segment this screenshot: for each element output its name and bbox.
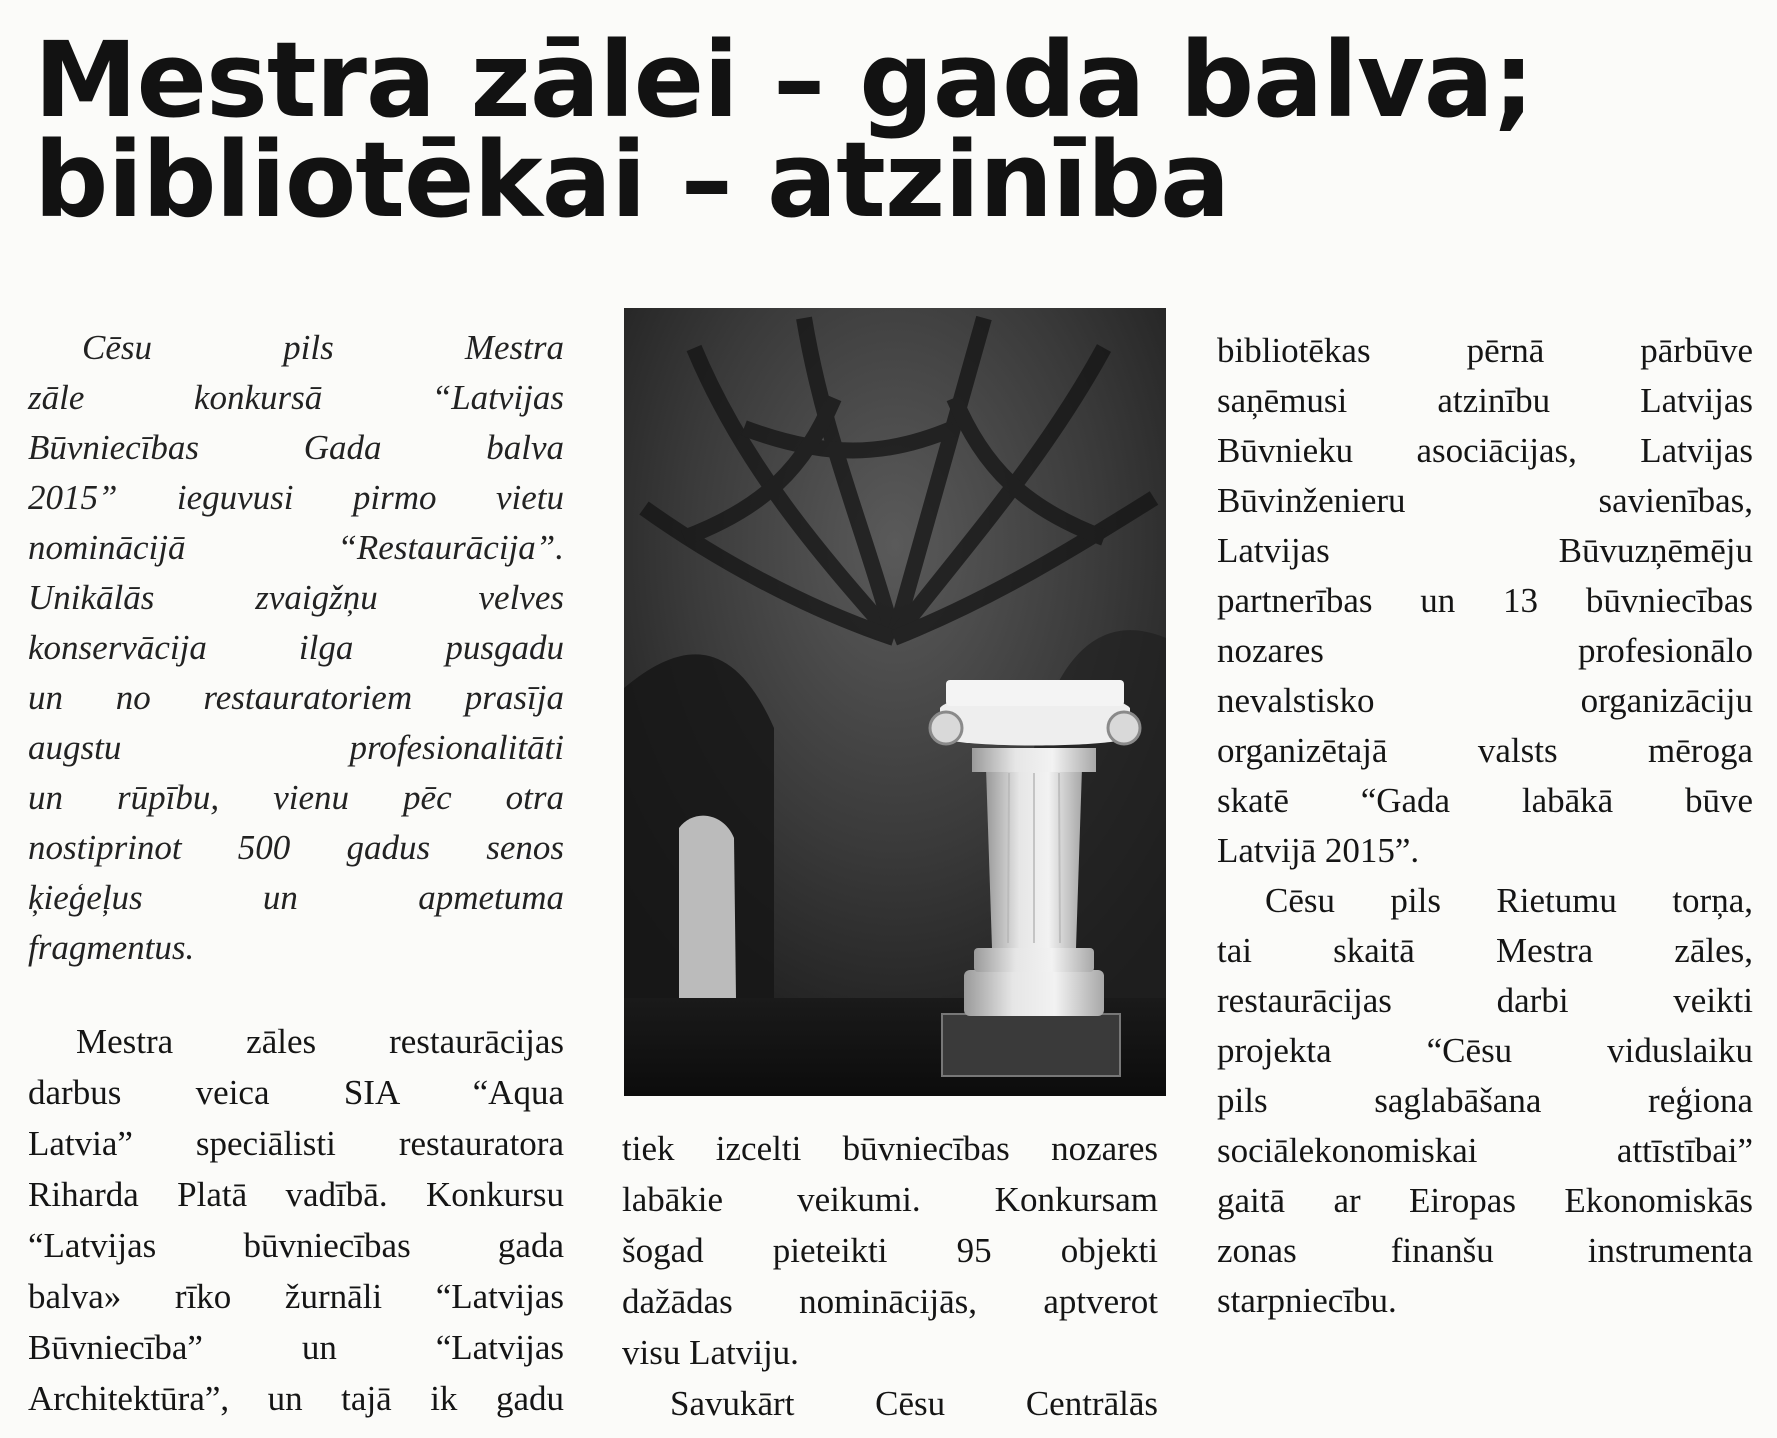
text-line: organizētajā valsts mēroga	[1217, 731, 1753, 770]
column-2-body	[622, 1123, 1158, 1429]
lead-paragraph	[28, 323, 564, 973]
text-line: restaurācijas darbi veikti	[1217, 981, 1753, 1020]
text-line: ķieģeļus un apmetuma	[28, 878, 564, 917]
text-line: Būvniecība” un “Latvijas	[28, 1328, 564, 1367]
text-line: Latvijā 2015”.	[1217, 831, 1420, 870]
text-line: šogad pieteikti 95 objekti	[622, 1231, 1158, 1270]
text-line: “Latvijas būvniecības gada	[28, 1226, 564, 1265]
text-line: Latvijas Būvuzņēmēju	[1217, 531, 1753, 570]
headline-line-1: Mestra zālei – gada balva;	[34, 19, 1534, 141]
text-line: Cēsu pils Rietumu torņa,	[1265, 881, 1753, 920]
vaulted-hall-column-image	[624, 308, 1166, 1096]
text-line: fragmentus.	[28, 928, 195, 967]
text-line: tai skaitā Mestra zāles,	[1217, 931, 1753, 970]
text-line: Būvniecības Gada balva	[28, 428, 564, 467]
text-line: Būvnieku asociācijas, Latvijas	[1217, 431, 1753, 470]
text-line: gaitā ar Eiropas Ekonomiskās	[1217, 1181, 1753, 1220]
text-line: 2015” ieguvusi pirmo vietu	[28, 478, 564, 517]
text-line: Latvia” speciālisti restauratora	[28, 1124, 564, 1163]
column-1-body	[28, 1016, 564, 1424]
text-line: un rūpību, vienu pēc otra	[28, 778, 564, 817]
text-line: pils saglabāšana reģiona	[1217, 1081, 1753, 1120]
article-photo	[624, 308, 1166, 1096]
text-line: konservācija ilga pusgadu	[28, 628, 564, 667]
headline-line-2: bibliotēkai – atzinība	[34, 119, 1230, 241]
text-line: Unikālās zvaigžņu velves	[28, 578, 564, 617]
text-line: partnerības un 13 būvniecības	[1217, 581, 1753, 620]
text-line: visu Latviju.	[622, 1333, 799, 1372]
text-line: starpniecību.	[1217, 1281, 1397, 1320]
text-line: augstu profesionalitāti	[28, 728, 564, 767]
text-line: saņēmusi atzinību Latvijas	[1217, 381, 1753, 420]
text-line: Būvinženieru savienības,	[1217, 481, 1753, 520]
text-line: Mestra zāles restaurācijas	[76, 1022, 564, 1061]
text-line: bibliotēkas pērnā pārbūve	[1217, 331, 1753, 370]
text-line: zonas finanšu instrumenta	[1217, 1231, 1753, 1270]
text-line: nozares profesionālo	[1217, 631, 1753, 670]
text-line: zāle konkursā “Latvijas	[28, 378, 564, 417]
text-line: darbus veica SIA “Aqua	[28, 1073, 564, 1112]
article-headline	[34, 19, 1534, 241]
text-line: nevalstisko organizāciju	[1217, 681, 1753, 720]
text-line: balva» rīko žurnāli “Latvijas	[28, 1277, 564, 1316]
text-line: Riharda Platā vadībā. Konkursu	[28, 1175, 564, 1214]
text-line: Savukārt Cēsu Centrālās	[670, 1384, 1158, 1423]
text-line: dažādas nominācijās, aptverot	[622, 1282, 1158, 1321]
text-line: nominācijā “Restaurācija”.	[28, 528, 564, 567]
text-line: Cēsu pils Mestra	[82, 328, 564, 367]
text-line: Architektūra”, un tajā ik gadu	[28, 1379, 564, 1418]
text-line: projekta “Cēsu viduslaiku	[1217, 1031, 1753, 1070]
text-line: nostiprinot 500 gadus senos	[28, 828, 564, 867]
text-line: tiek izcelti būvniecības nozares	[622, 1129, 1158, 1168]
text-line: sociālekonomiskai attīstībai”	[1217, 1131, 1753, 1170]
text-line: labākie veikumi. Konkursam	[622, 1180, 1158, 1219]
column-3-body	[1217, 326, 1753, 1326]
text-line: un no restauratoriem prasīja	[28, 678, 564, 717]
text-line: skatē “Gada labākā būve	[1217, 781, 1753, 820]
